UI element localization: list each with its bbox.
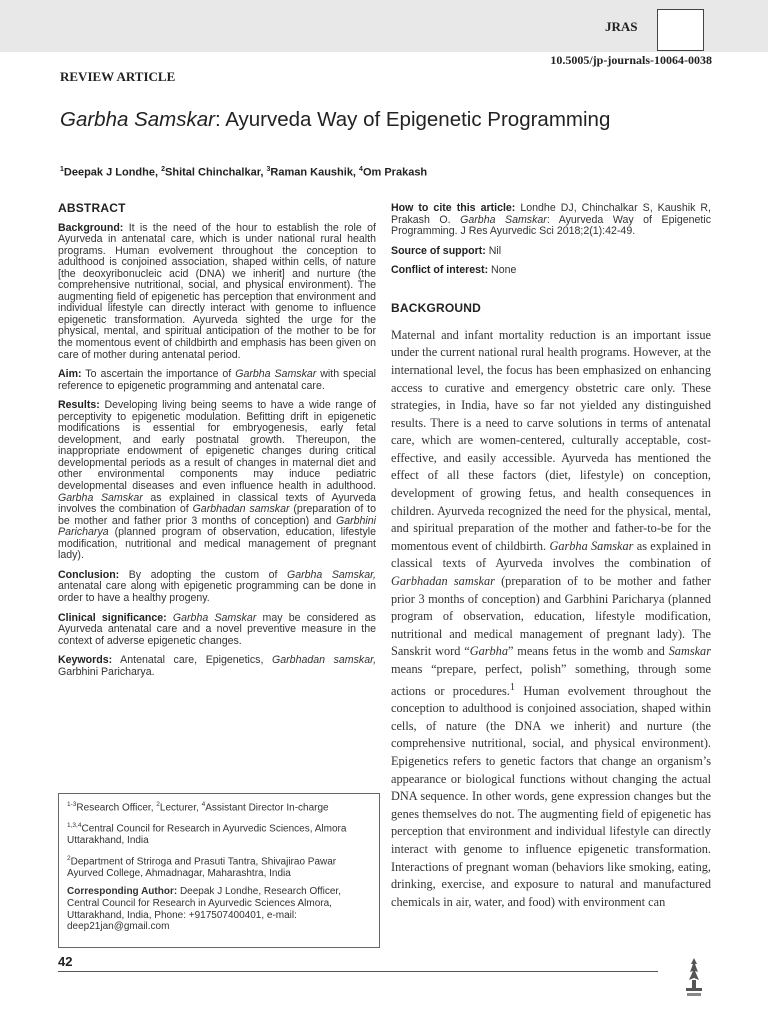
author-list xyxy=(60,166,427,179)
abstract-background xyxy=(58,223,376,362)
cite-italic: Garbha Samskar xyxy=(460,213,547,226)
affil-text: Assistant Director In-charge xyxy=(205,802,329,814)
background-body xyxy=(391,327,711,912)
conclusion-text: By adopting the custom of xyxy=(119,568,287,581)
conflict-of-interest xyxy=(391,265,711,277)
author-sup: 4 xyxy=(359,166,363,173)
affil-sup: 4 xyxy=(201,801,206,808)
author-sup: 3 xyxy=(266,166,271,173)
body-italic: Samskar xyxy=(668,644,711,659)
aim-label: Aim: xyxy=(58,368,82,381)
body-italic: Garbhadan samskar xyxy=(391,574,495,589)
body-text: (preparation of to be mother and father prior 3 months of conception) and Garbhini Paricharya (planned program of observation, education, lifestyle modification, nutritional and medical management of pregnant lady). The Sanskrit word “ xyxy=(391,574,711,659)
corr-label: Corresponding Author: xyxy=(67,885,178,897)
aim-text: with special reference to epigenetic programming and antenatal care. xyxy=(58,368,377,392)
background-text: It is the need of the hour to establish the role of Ayurveda in antenatal care, which is under national rural health programs. Human evolvement throughout the conception to adulthood is conjoined association, shaped within cells, of nature [the deoxyribonucleic acid (DNA) we inherit] and nurture (the comprehensive nutritional, social, and physical environment). The augmenting field of epigenetic has perception that environment and individual lifestyle can directly interact with genome to influence epigenetic transformation. Ayurveda sighted the urge for the physical, mental, and spiritual anticipation of the mother to be for the momentous event of childbirth and emphasis has been given on care of mother during antenatal period. xyxy=(58,221,376,361)
doi[interactable]: 10.5005/jp-journals-10064-0038 xyxy=(550,53,712,67)
author-name: Shital Chinchalkar, xyxy=(165,166,267,179)
title-rest: : Ayurveda Way of Epigenetic Programming xyxy=(214,108,611,131)
body-italic: Garbha xyxy=(469,644,508,659)
affil-sup: 2 xyxy=(67,855,71,863)
keywords-text: Garbhini Paricharya. xyxy=(58,665,155,678)
aim-italic: Garbha Samskar xyxy=(235,368,317,381)
affiliation-department xyxy=(67,853,371,880)
conclusion-text: antenatal care along with epigenetic programming can be done in order to have a healthy progeny. xyxy=(58,580,376,604)
body-text: as explained in classical texts of Ayurveda involves the combination of xyxy=(391,538,711,571)
results-italic: Garbhadan samskar xyxy=(192,503,290,516)
conclusion-label: Conclusion: xyxy=(58,568,120,581)
affiliations-box xyxy=(58,793,380,948)
right-column xyxy=(391,203,711,911)
body-text: Maternal and infant mortality reduction is an important issue under the current national rural health programs. However, at the international level, the focus has been emphasized on enhancing access to curative and emergency obstetric care only. These strategies, in India, have so far not yielded any distinguished results. There is a need to carve solutions in terms of antenatal care, which are women-centered, culturally acceptable, cost-effective, and easily accessible. Ayurveda has mentioned the effect of all these factors (diet, lifestyle) on conception, development of growing fetus, and health consequences in children. Ayurveda recognized the need for the physical, mental, and spiritual preparation of the mother and father-to-be for the momentous event of childbirth. xyxy=(391,327,711,553)
keywords-text: Antenatal care, Epigenetics, xyxy=(112,654,273,667)
clinical-label: Clinical significance: xyxy=(58,611,167,624)
reference-marker[interactable]: 1 xyxy=(509,681,515,693)
abstract-clinical-significance xyxy=(58,613,376,648)
title-italic: Garbha Samskar xyxy=(60,108,215,131)
conflict-label: Conflict of interest: xyxy=(391,264,489,277)
article-type: REVIEW ARTICLE xyxy=(60,69,176,84)
abstract-conclusion xyxy=(58,570,376,605)
affil-sup: 2 xyxy=(156,801,160,808)
footer-rule xyxy=(58,971,658,972)
author-name: Om Prakash xyxy=(362,166,428,179)
aim-text: To ascertain the importance of xyxy=(81,368,236,381)
affil-text: Research Officer, xyxy=(76,802,157,814)
background-heading: BACKGROUND xyxy=(391,300,481,315)
affiliation-ccras xyxy=(67,820,371,847)
corr-text: Deepak J Londhe, Research Officer, Central Council for Research in Ayurvedic Sciences Almora, Uttarakhand, India, Phone: +917507400401, e-mail: deep21jan@gmail.com xyxy=(67,885,341,933)
keywords-label: Keywords: xyxy=(58,654,113,667)
affil-text: Lecturer, xyxy=(159,802,202,814)
body-text: ” means fetus in the womb and xyxy=(507,644,669,659)
body-text: means “prepare, perfect, polish” something, through some actions or procedures. xyxy=(391,662,711,698)
results-italic: Garbha Samskar xyxy=(58,491,143,504)
author-sup: 2 xyxy=(161,166,166,173)
conflict-value: None xyxy=(488,264,517,277)
body-italic: Garbha Samskar xyxy=(549,538,634,553)
results-text: (planned program of observation, education, lifestyle modification, nutritional and medical management of pregnant lady). xyxy=(58,526,376,562)
author-name: Raman Kaushik, xyxy=(270,166,360,179)
results-italic: Garbhini Paricharya xyxy=(58,514,376,539)
results-text: Developing living being seems to have a wide range of perceptivity to epigenetic modulation. Befitting drift in epigenetic modifications is essential for embryogenesis, early fetal development, and early postnatal growth. Thereupon, the inappropriate endowment of epigenetic changes during critical developmental periods as a result of changes in maternal diet and other environmental components may induce pediatric developmental diseases and even influence health in adulthood. xyxy=(58,399,376,493)
abstract-results xyxy=(58,400,376,562)
header-band xyxy=(0,0,768,52)
author-sup: 1 xyxy=(60,166,64,173)
body-text: Human evolvement throughout the conception to adulthood is conjoined association, shaped within cells, of nature (the DNA we inherit) and nurture (the comprehensive nutritional, social, and physical environment). Epigenetics refers to genetic factors that change an organism’s appearance or biological functions without changing the actual DNA sequence. In other words, gene expression changes but the genes themselves do not. The augmenting field of epigenetic has perception that environment and individual lifestyle can directly interact with genome to influence epigenetic transformation. Interactions of pregnant woman (behaviors like smoking, eating, drinking, exercise, and exposure to natural and manufactured chemicals in air, water, and food) with environment can xyxy=(391,683,711,909)
affil-sup: 1,3,4 xyxy=(67,822,82,830)
page-number: 42 xyxy=(58,954,73,969)
keywords-italic: Garbhadan samskar, xyxy=(272,654,377,667)
abstract-aim xyxy=(58,369,376,392)
publisher-logo-icon xyxy=(682,956,706,1000)
affil-sup: 1-3 xyxy=(67,801,77,808)
author-name: Deepak J Londhe, xyxy=(63,166,162,179)
article-title xyxy=(60,106,620,133)
results-text: (preparation of to be mother and father prior 3 months of conception) and xyxy=(58,503,376,527)
cite-label: How to cite this article: xyxy=(391,202,516,214)
support-value: Nil xyxy=(485,244,502,257)
abstract-column xyxy=(58,203,376,686)
background-label: Background: xyxy=(58,221,124,234)
cite-text: : Ayurveda Way of Epigenetic Programming. J Res Ayurvedic Sci 2018;2(1):42-49. xyxy=(391,213,712,238)
results-text: as explained in classical texts of Ayurveda involves the combination of xyxy=(58,491,377,516)
how-to-cite xyxy=(391,203,711,238)
journal-logo-box xyxy=(657,9,704,51)
source-of-support xyxy=(391,246,711,258)
conclusion-italic: Garbha Samskar, xyxy=(286,568,376,581)
affil-text: Central Council for Research in Ayurvedic Sciences, Almora Uttarakhand, India xyxy=(67,823,347,847)
affiliation-roles xyxy=(67,799,371,814)
abstract-heading: ABSTRACT xyxy=(58,201,126,215)
clinical-italic: Garbha Samskar xyxy=(166,611,257,624)
support-label: Source of support: xyxy=(391,244,486,257)
affil-text: Department of Striroga and Prasuti Tantra, Shivajirao Pawar Ayurved College, Ahmadnagar, Maharashtra, India xyxy=(67,856,337,880)
journal-name: JRAS xyxy=(605,19,638,34)
results-label: Results: xyxy=(58,399,100,412)
clinical-text: may be considered as Ayurveda antenatal care and a novel preventive measure in the context of adverse epigenetic changes. xyxy=(58,611,376,647)
abstract-keywords xyxy=(58,655,376,678)
cite-text: Londhe DJ, Chinchalkar S, Kaushik R, Prakash O. xyxy=(391,202,711,226)
corresponding-author xyxy=(67,886,371,933)
